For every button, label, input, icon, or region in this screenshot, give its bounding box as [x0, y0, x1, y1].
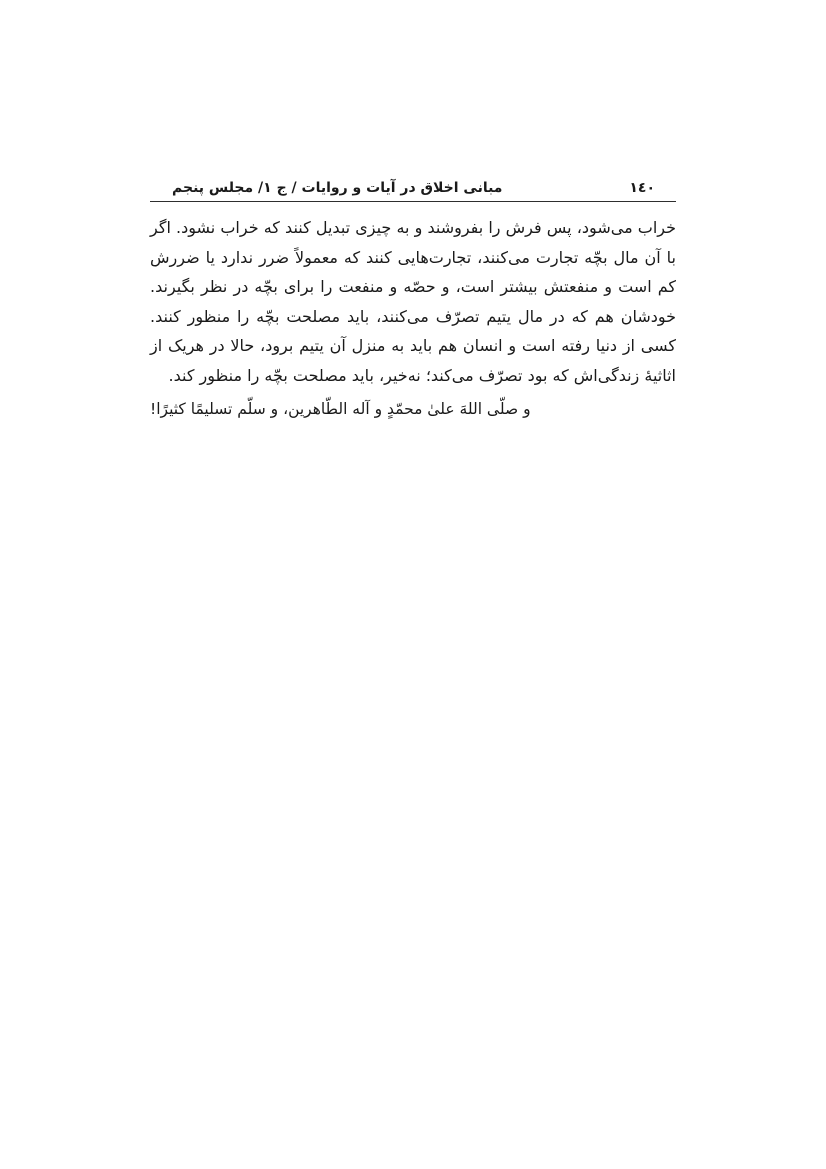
page-header: [150, 162, 676, 202]
body-line: خودشان هم که در مال یتیم تصرّف می‌کنند، باید مصلحت بچّه را منظور کنند.: [150, 306, 676, 326]
body-line: کم است و منفعتش بیشتر است، و حصّه و منفعت را برای بچّه در نظر بگیرند.: [150, 277, 676, 296]
page-number: ١٤٠: [629, 180, 655, 196]
body-paragraph: [150, 213, 676, 425]
body-line: خراب می‌شود، پس فرش را بفروشند و به چیزی تبدیل کنند که خراب نشود. اگر: [150, 218, 676, 237]
running-title: مبانی اخلاق در آیات و روایات / ج ١/ مجلس پنجم: [172, 180, 503, 196]
body-line: کسی از دنیا رفته است و انسان هم باید به منزل آن یتیم برود، حالا در هریک از: [150, 336, 676, 355]
body-line: با آن مال بچّه تجارت می‌کنند، تجارت‌هایی کنند که معمولاً ضرر ندارد یا ضررش: [150, 247, 676, 267]
body-line: اثاثیهٔ زندگی‌اش که بود تصرّف می‌کند؛ نه‌خیر، باید مصلحت بچّه را منظور کند.: [168, 365, 676, 385]
closing-prayer: و صلّی اللهَ علیٰ محمّدٍ و آله الطّاهرین، و سلّم تسلیمًا کثیرًا!: [150, 400, 531, 418]
